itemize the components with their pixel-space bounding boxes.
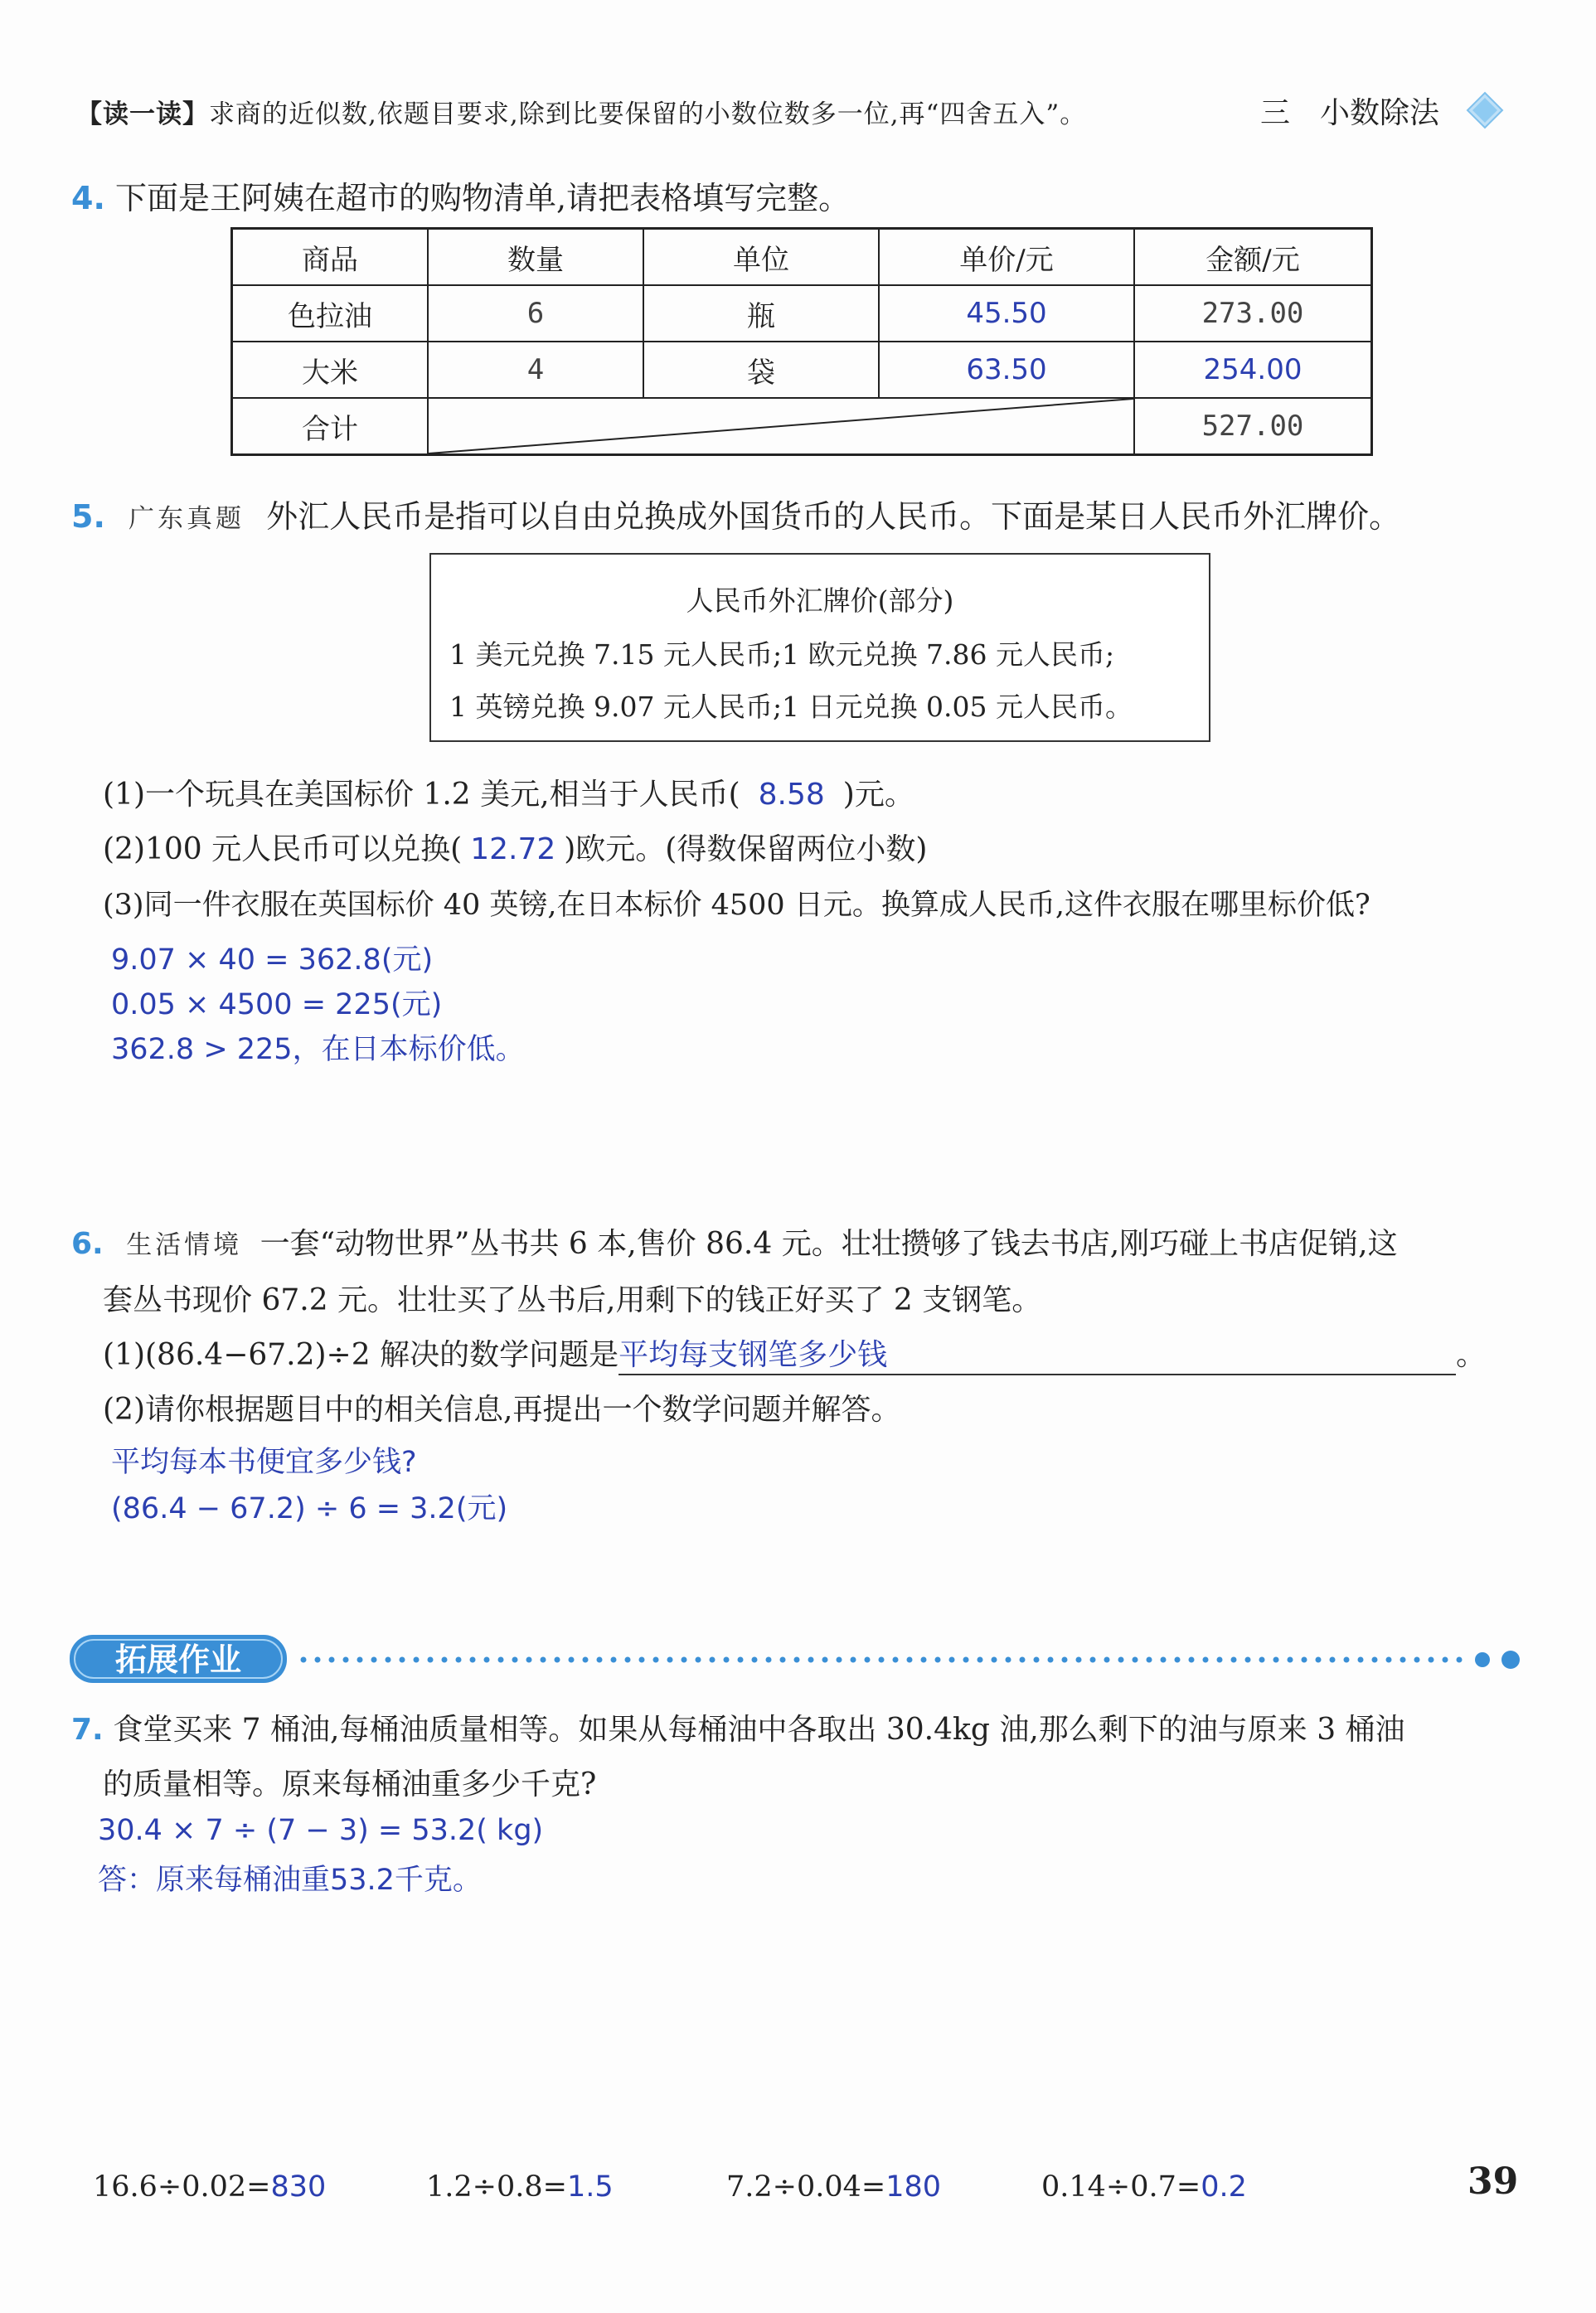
- mm-expr: 7.2÷0.04=: [726, 2170, 886, 2204]
- divider-dot: [569, 1657, 575, 1663]
- divider-dot: [625, 1657, 631, 1663]
- q7-answer-1: 30.4 × 7 ÷ (7 − 3) = 53.2( kg): [98, 1814, 544, 1847]
- divider-dot: [710, 1657, 716, 1663]
- divider-dot: [1344, 1657, 1350, 1663]
- divider-dot: [766, 1657, 772, 1663]
- divider-dot: [498, 1657, 504, 1663]
- q5-p2-text: (2)100 元人民币可以兑换(: [103, 832, 463, 866]
- cell-qty: 4: [428, 342, 643, 398]
- dotted-divider: [298, 1650, 1526, 1670]
- q7-text-1: 食堂买来 7 桶油,每桶油质量相等。如果从每桶油中各取出 30.4kg 油,那么剩下的油与原来 3 桶油: [113, 1713, 1405, 1747]
- divider-dot: [1429, 1657, 1434, 1663]
- q5-part2: [103, 826, 927, 868]
- divider-dot: [682, 1657, 687, 1663]
- cell-qty: 6: [428, 285, 643, 342]
- th-price: 单价/元: [879, 229, 1134, 286]
- divider-dot: [794, 1657, 800, 1663]
- divider-dot: [343, 1657, 349, 1663]
- page-number: 39: [1467, 2160, 1519, 2203]
- divider-dot: [329, 1657, 335, 1663]
- divider-dot: [1133, 1657, 1138, 1663]
- divider-dot: [512, 1657, 518, 1663]
- table-row: [232, 285, 1372, 342]
- mm-answer: 830: [270, 2170, 327, 2204]
- divider-dot: [907, 1657, 913, 1663]
- divider-dot: [1161, 1657, 1167, 1663]
- divider-dot: [935, 1657, 941, 1663]
- q5-part3: (3)同一件衣服在英国标价 40 英镑,在日本标价 4500 日元。换算成人民币,这件衣服在哪里标价低?: [103, 889, 1370, 922]
- box-line-2: 1 英镑兑换 9.07 元人民币;1 日元兑换 0.05 元人民币。: [449, 691, 1133, 723]
- diamond-icon: [1466, 91, 1504, 129]
- divider-dot: [738, 1657, 744, 1663]
- cell-item: 大米: [232, 342, 429, 398]
- shopping-table: [230, 227, 1373, 456]
- q7-prompt: [71, 1706, 1405, 1748]
- divider-dot: [1203, 1657, 1209, 1663]
- divider-dot: [1400, 1657, 1406, 1663]
- mm-answer: 0.2: [1201, 2170, 1247, 2204]
- q5-number: 5.: [71, 498, 105, 535]
- divider-dot: [822, 1657, 828, 1663]
- q5-p2-answer: 12.72: [470, 832, 556, 866]
- divider-dot: [1104, 1657, 1110, 1663]
- divider-dot: [949, 1657, 955, 1663]
- divider-dot: [1147, 1657, 1152, 1663]
- q4-prompt: [71, 172, 850, 218]
- divider-dot: [696, 1657, 701, 1663]
- chapter-title: 三 小数除法: [1260, 96, 1440, 130]
- divider-dot: [386, 1657, 391, 1663]
- table-row: [232, 342, 1372, 398]
- divider-dot: [541, 1657, 546, 1663]
- q5-p2-tail: )欧元。(得数保留两位小数): [564, 832, 928, 866]
- divider-dot: [1288, 1657, 1293, 1663]
- divider-dot: [442, 1657, 448, 1663]
- read-tag: 【读一读】: [76, 99, 209, 129]
- q5-p1-text: (1)一个玩具在美国标价 1.2 美元,相当于人民币(: [103, 778, 740, 812]
- read-text: 求商的近似数,依题目要求,除到比要保留的小数位数多一位,再“四舍五入”。: [209, 99, 1087, 129]
- divider-dot: [865, 1657, 871, 1663]
- q5-part1: [103, 771, 914, 813]
- mental-math-1: [93, 2170, 326, 2204]
- q7-text-2: 的质量相等。原来每桶油重多少千克?: [103, 1767, 597, 1801]
- divider-dot: [526, 1657, 532, 1663]
- divider-dot: [1386, 1657, 1392, 1663]
- divider-dot: [1231, 1657, 1237, 1663]
- q5-p3-answer-3: 362.8 > 225，在日本标价低。: [111, 1033, 525, 1066]
- q5-p1-answer: 8.58: [758, 778, 825, 812]
- q6-p1-answer: 平均每支钢笔多少钱: [619, 1331, 1456, 1375]
- q6-number: 6.: [71, 1227, 104, 1261]
- cell-item: 色拉油: [232, 285, 429, 342]
- divider-dot: [1443, 1657, 1448, 1663]
- divider-dot: [1118, 1657, 1124, 1663]
- divider-dot: [1372, 1657, 1378, 1663]
- cell-unit: 袋: [643, 342, 879, 398]
- mental-math-3: [726, 2170, 941, 2204]
- q6-p1-text: (1)(86.4−67.2)÷2 解决的数学问题是: [103, 1338, 619, 1372]
- read-tip: [76, 93, 1086, 130]
- q5-p3-answer-2: 0.05 × 4500 = 225(元): [111, 988, 443, 1021]
- exchange-rate-box: [429, 553, 1210, 742]
- th-unit: 单位: [643, 229, 879, 286]
- q5-prompt: [71, 491, 1400, 536]
- q6-part1: [103, 1331, 1486, 1375]
- divider-dot: [1175, 1657, 1181, 1663]
- divider-dot: [357, 1657, 363, 1663]
- divider-dot: [893, 1657, 899, 1663]
- q6-tag: 生活情境: [126, 1230, 243, 1260]
- q7-number: 7.: [71, 1713, 104, 1747]
- divider-dot: [921, 1657, 927, 1663]
- divider-dot: [583, 1657, 589, 1663]
- q6-prompt: [71, 1220, 1398, 1263]
- divider-dot: [301, 1657, 307, 1663]
- th-amount: 金额/元: [1134, 229, 1372, 286]
- q5-tag: 广东真题: [128, 504, 245, 534]
- divider-dot: [1330, 1657, 1336, 1663]
- divider-dot: [780, 1657, 786, 1663]
- divider-dot: [667, 1657, 673, 1663]
- mental-math-4: [1041, 2170, 1247, 2204]
- mental-math-2: [426, 2170, 614, 2204]
- divider-dot: [611, 1657, 617, 1663]
- q6-p1-tail: 。: [1456, 1338, 1487, 1372]
- divider-dot: [752, 1657, 758, 1663]
- divider-dot: [1189, 1657, 1195, 1663]
- divider-dot: [837, 1657, 842, 1663]
- divider-dot: [414, 1657, 420, 1663]
- divider-dot: [992, 1657, 997, 1663]
- divider-dot: [456, 1657, 462, 1663]
- divider-dot: [1358, 1657, 1364, 1663]
- th-item: 商品: [232, 229, 429, 286]
- table-header-row: [232, 229, 1372, 286]
- divider-dot: [1048, 1657, 1054, 1663]
- divider-dot: [808, 1657, 814, 1663]
- extension-banner: [70, 1632, 293, 1686]
- q5-text: 外汇人民币是指可以自由兑换成外国货币的人民币。下面是某日人民币外汇牌价。: [266, 498, 1401, 535]
- divider-dot: [484, 1657, 490, 1663]
- divider-dot: [1217, 1657, 1223, 1663]
- q6-p2-answer-2: (86.4 − 67.2) ÷ 6 = 3.2(元): [111, 1492, 508, 1525]
- q4-number: 4.: [71, 180, 105, 216]
- divider-dot: [1020, 1657, 1026, 1663]
- divider-dot: [597, 1657, 603, 1663]
- diagonal-line: [429, 399, 1133, 453]
- divider-dot: [315, 1657, 321, 1663]
- divider-dot: [1006, 1657, 1011, 1663]
- divider-dot: [639, 1657, 645, 1663]
- divider-dot: [1273, 1657, 1279, 1663]
- mm-expr: 0.14÷0.7=: [1041, 2170, 1201, 2204]
- mm-expr: 16.6÷0.02=: [93, 2170, 271, 2204]
- divider-dot: [1457, 1657, 1463, 1663]
- divider-dot: [1245, 1657, 1251, 1663]
- divider-dot: [1034, 1657, 1040, 1663]
- divider-dot: [400, 1657, 405, 1663]
- cell-total-amount: 527.00: [1134, 398, 1372, 455]
- divider-dot: [1414, 1657, 1420, 1663]
- divider-dot: [470, 1657, 476, 1663]
- q6-text-2: 套丛书现价 67.2 元。壮壮买了丛书后,用剩下的钱正好买了 2 支钢笔。: [103, 1283, 1042, 1317]
- q6-part2: (2)请你根据题目中的相关信息,再提出一个数学问题并解答。: [103, 1393, 901, 1427]
- divider-dot: [851, 1657, 856, 1663]
- q4-text: 下面是王阿姨在超市的购物清单,请把表格填写完整。: [114, 180, 851, 216]
- extension-title: 拓展作业: [114, 1641, 242, 1678]
- divider-dot: [1316, 1657, 1322, 1663]
- divider-dot: [653, 1657, 659, 1663]
- divider-dot: [555, 1657, 560, 1663]
- divider-dot: [371, 1657, 377, 1663]
- mm-answer: 1.5: [566, 2170, 614, 2204]
- divider-dot: [1259, 1657, 1265, 1663]
- q5-p3-answer-1: 9.07 × 40 = 362.8(元): [111, 943, 434, 977]
- box-title: 人民币外汇牌价(部分): [686, 584, 954, 617]
- divider-dot: [1090, 1657, 1096, 1663]
- divider-dot: [963, 1657, 969, 1663]
- q6-p2-answer-1: 平均每本书便宜多少钱?: [111, 1446, 417, 1479]
- table-total-row: [232, 398, 1372, 455]
- cell-total-label: 合计: [232, 398, 429, 455]
- cell-amount-answer: 254.00: [1134, 342, 1372, 398]
- q6-text-1: 一套“动物世界”丛书共 6 本,售价 86.4 元。壮壮攒够了钱去书店,刚巧碰上书店促销,这: [260, 1227, 1398, 1261]
- divider-dot: [724, 1657, 730, 1663]
- cell-amount: 273.00: [1134, 285, 1372, 342]
- divider-dot: [428, 1657, 434, 1663]
- mm-answer: 180: [885, 2170, 942, 2204]
- divider-dot: [1076, 1657, 1082, 1663]
- divider-dot: [1062, 1657, 1068, 1663]
- mm-expr: 1.2÷0.8=: [426, 2170, 567, 2204]
- divider-dot: [977, 1657, 983, 1663]
- cell-unit: 瓶: [643, 285, 879, 342]
- q5-p1-tail: )元。: [842, 778, 914, 812]
- box-line-1: 1 美元兑换 7.15 元人民币;1 欧元兑换 7.86 元人民币;: [449, 638, 1115, 671]
- divider-dot: [1302, 1657, 1307, 1663]
- th-qty: 数量: [428, 229, 643, 286]
- cell-price-answer: 63.50: [879, 342, 1134, 398]
- divider-dot: [879, 1657, 885, 1663]
- q7-answer-2: 答：原来每桶油重53.2千克。: [98, 1864, 482, 1897]
- cell-total-blank: [428, 398, 1134, 455]
- cell-price-answer: 45.50: [879, 285, 1134, 342]
